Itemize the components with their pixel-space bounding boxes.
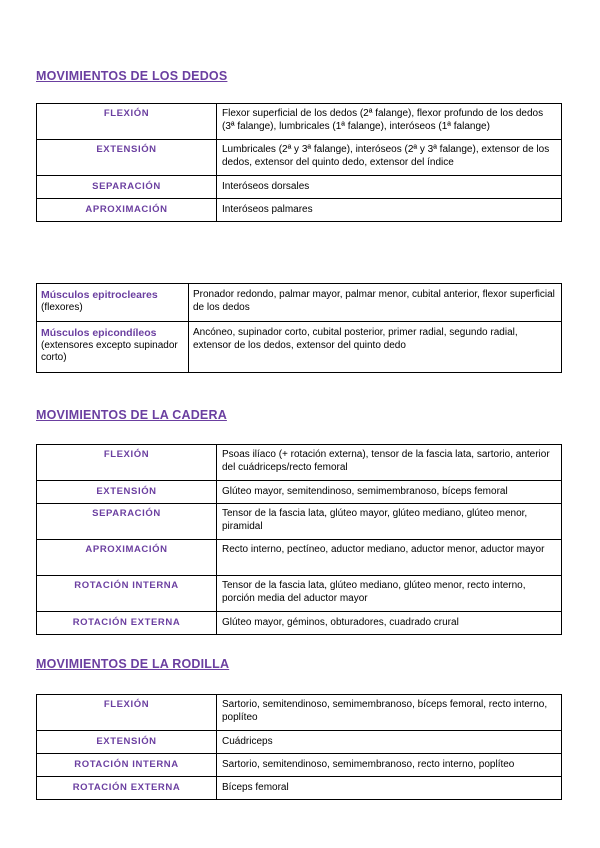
muscles-cell: Cuádriceps xyxy=(217,731,562,754)
muscle-group-subtitle: (flexores) xyxy=(41,301,83,313)
muscles-cell: Interóseos dorsales xyxy=(217,176,562,199)
table-row xyxy=(37,754,562,777)
table-row xyxy=(37,176,562,199)
muscles-cell: Pronador redondo, palmar mayor, palmar menor, cubital anterior, flexor superficial de los dedos xyxy=(189,284,562,322)
table-row xyxy=(37,104,562,140)
muscle-group-label xyxy=(37,284,189,322)
movement-label: ROTACIÓN INTERNA xyxy=(37,754,217,777)
movement-label: ROTACIÓN INTERNA xyxy=(37,576,217,612)
muscles-cell: Interóseos palmares xyxy=(217,199,562,222)
table-row xyxy=(37,777,562,800)
table-row xyxy=(37,481,562,504)
musculos-table xyxy=(36,283,562,373)
table-row xyxy=(37,576,562,612)
movement-label: EXTENSIÓN xyxy=(37,481,217,504)
movement-label: APROXIMACIÓN xyxy=(37,199,217,222)
muscle-group-title: Músculos epitrocleares xyxy=(41,289,158,301)
muscles-cell: Ancóneo, supinador corto, cubital posterior, primer radial, segundo radial, extensor de los dedos, extensor del quinto dedo xyxy=(189,322,562,373)
muscles-cell: Psoas ilíaco (+ rotación externa), tensor de la fascia lata, sartorio, anterior del cuádriceps/recto femoral xyxy=(217,445,562,481)
movement-label: ROTACIÓN EXTERNA xyxy=(37,777,217,800)
table-row xyxy=(37,731,562,754)
movement-label: ROTACIÓN EXTERNA xyxy=(37,612,217,635)
muscle-group-label xyxy=(37,322,189,373)
movement-label: APROXIMACIÓN xyxy=(37,540,217,576)
muscles-cell: Sartorio, semitendinoso, semimembranoso, recto interno, poplíteo xyxy=(217,754,562,777)
movement-label: FLEXIÓN xyxy=(37,104,217,140)
table-row xyxy=(37,322,562,373)
muscles-cell: Bíceps femoral xyxy=(217,777,562,800)
movement-label: EXTENSIÓN xyxy=(37,731,217,754)
movement-label: FLEXIÓN xyxy=(37,695,217,731)
table-row xyxy=(37,445,562,481)
dedos-heading: MOVIMIENTOS DE LOS DEDOS xyxy=(36,69,228,83)
muscle-group-subtitle: (extensores excepto supinador corto) xyxy=(41,339,178,363)
muscles-cell: Lumbricales (2ª y 3ª falange), interóseos (2ª y 3ª falange), extensor de los dedos, extensor del quinto dedo, extensor del índice xyxy=(217,140,562,176)
cadera-table xyxy=(36,444,562,635)
muscles-cell: Glúteo mayor, semitendinoso, semimembranoso, bíceps femoral xyxy=(217,481,562,504)
muscles-cell: Glúteo mayor, géminos, obturadores, cuadrado crural xyxy=(217,612,562,635)
table-row xyxy=(37,199,562,222)
muscles-cell: Tensor de la fascia lata, glúteo mayor, glúteo mediano, glúteo menor, piramidal xyxy=(217,504,562,540)
table-row xyxy=(37,695,562,731)
movement-label: SEPARACIÓN xyxy=(37,176,217,199)
muscles-cell: Sartorio, semitendinoso, semimembranoso, bíceps femoral, recto interno, poplíteo xyxy=(217,695,562,731)
muscle-group-title: Músculos epicondíleos xyxy=(41,327,157,339)
movement-label: SEPARACIÓN xyxy=(37,504,217,540)
table-row xyxy=(37,612,562,635)
table-row xyxy=(37,504,562,540)
rodilla-table xyxy=(36,694,562,800)
table-row xyxy=(37,284,562,322)
rodilla-heading: MOVIMIENTOS DE LA RODILLA xyxy=(36,657,230,671)
table-row xyxy=(37,140,562,176)
movement-label: EXTENSIÓN xyxy=(37,140,217,176)
muscles-cell: Tensor de la fascia lata, glúteo mediano, glúteo menor, recto interno, porción media del aductor mayor xyxy=(217,576,562,612)
muscles-cell: Recto interno, pectíneo, aductor mediano, aductor menor, aductor mayor xyxy=(217,540,562,576)
cadera-heading: MOVIMIENTOS DE LA CADERA xyxy=(36,408,227,422)
movement-label: FLEXIÓN xyxy=(37,445,217,481)
table-row xyxy=(37,540,562,576)
muscles-cell: Flexor superficial de los dedos (2ª falange), flexor profundo de los dedos (3ª falange), lumbricales (1ª falange), interóseos (1ª falange) xyxy=(217,104,562,140)
dedos-table xyxy=(36,103,562,222)
